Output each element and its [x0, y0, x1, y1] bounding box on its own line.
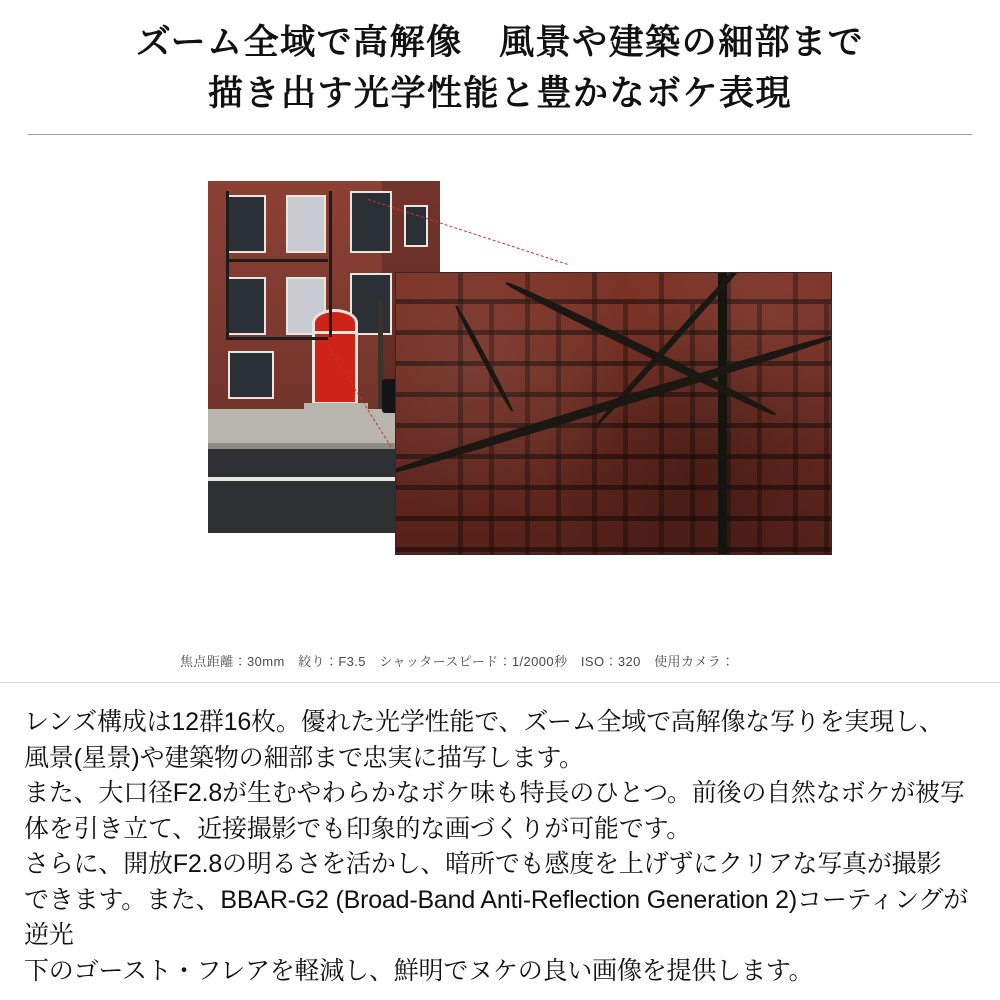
- description-line-4: 体を引き立て、近接撮影でも印象的な画づくりが可能です。: [24, 814, 692, 843]
- description-block: [0, 682, 1000, 1000]
- description-line-6: できます。また、BBAR-G2 (Broad-Band Anti-Reflection Generation 2)コーティングが逆光: [24, 885, 969, 949]
- description-line-3: また、大口径F2.8が生むやわらかなボケ味も特長のひとつ。前後の自然なボケが被写: [24, 779, 965, 807]
- fire-escape-rail: [226, 337, 328, 340]
- description-line-2: 風景(星景)や建築物の細部まで忠実に描写します。: [24, 743, 584, 772]
- caption-line-1: 焦点距離：30mm 絞り：F3.5 シャッタースピード：1/2000秒 ISO：320 使用カメラ：: [180, 653, 735, 669]
- window: [404, 205, 428, 247]
- headline-line-2: 描き出す光学性能と豊かなボケ表現: [207, 73, 792, 113]
- description-line-1: レンズ構成は12群16枚。優れた光学性能で、ズーム全域で高解像な写りを実現し、: [24, 708, 944, 736]
- description-line-5: さらに、開放F2.8の明るさを活かし、暗所でも感度を上げずにクリアな写真が撮影: [24, 850, 942, 878]
- page-title: [0, 0, 1000, 120]
- fire-escape-rail: [226, 259, 328, 262]
- fire-escape: [226, 191, 332, 337]
- description-line-7: 下のゴースト・フレアを軽減し、鮮明でヌケの良い画像を提供します。: [24, 956, 814, 985]
- figure-area: [28, 135, 972, 645]
- headline-line-1: ズーム全域で高解像 風景や建築の細部まで: [135, 23, 865, 62]
- window: [228, 351, 274, 399]
- vertical-pipe: [718, 273, 727, 554]
- brick-macro-photo: [395, 272, 832, 555]
- red-door: [312, 331, 358, 405]
